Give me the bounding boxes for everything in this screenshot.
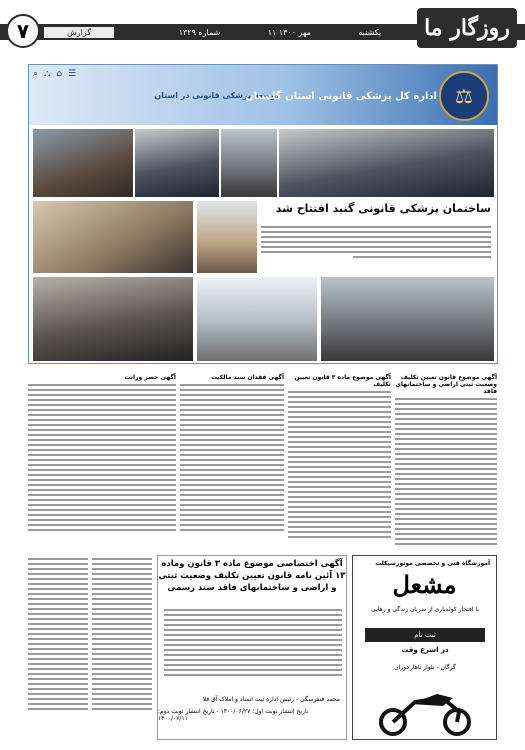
school-slogan: با افتخار کوله‌باری از ضربان زندگی و رهایی <box>371 606 479 613</box>
speech-photo <box>33 201 193 273</box>
notice-title: آگهی اختصاصی موضوع ماده ۳ قانون وماده ۱۳ آئین نامه قانون تعیین تکلیف وضعیت ثبتی و اراضی و ساختمانهای فاقد سند رسمی <box>158 559 346 593</box>
document-signing-photo <box>33 277 193 361</box>
forensic-ad <box>28 64 498 364</box>
ad-body-text <box>261 223 491 273</box>
school-offer: ثبت نام <box>365 628 485 642</box>
page-number: ۷ <box>6 14 40 48</box>
ceremony-photo <box>33 129 133 197</box>
officials-photo <box>135 129 219 197</box>
motorcycle-icon <box>373 686 478 736</box>
bottom-column-left <box>28 555 88 740</box>
school-kicker: آموزشگاه فنی و تخصصی موتورسیکلت <box>375 560 490 567</box>
column-1-title: آگهی موضوع قانون تعیین تکلیف وضعیت ثبتی اراضی و ساختمانهای فاقد <box>395 374 497 395</box>
notice-body <box>164 606 342 692</box>
newspaper-logo: روزگار ما <box>417 8 517 48</box>
section-label: گزارش <box>44 27 114 38</box>
masthead <box>0 0 525 52</box>
column-3 <box>180 372 284 552</box>
column-1 <box>395 372 497 552</box>
group-photo <box>279 129 494 197</box>
issue-day: یکشنبه <box>358 28 382 37</box>
menu-icon: ☰ <box>68 69 77 79</box>
plaque-photo <box>197 201 257 273</box>
column-4 <box>28 372 176 552</box>
column-2-title: آگهی موضوع ماده ۳ قانون تعیین تکلیف <box>294 374 391 388</box>
school-name: مشعل <box>392 570 457 599</box>
search-icon: ⌕ <box>33 69 39 79</box>
ad-icon-bar <box>33 69 76 79</box>
scales-icon: ⚖ <box>439 71 489 121</box>
issue-number: شماره ۱۳۲۹ <box>178 28 221 37</box>
bottom-column-middle <box>92 555 152 740</box>
building-photo <box>197 277 317 361</box>
admin-subtitle: توسعه پزشکی قانونی در استان <box>154 91 279 100</box>
column-3-title: آگهی فقدان سند مالکیت <box>210 374 284 381</box>
school-install: در اسرع وقت <box>401 646 449 654</box>
admin-title: اداره کل پزشکی قانونی استان گلستان <box>245 91 437 102</box>
notice-signature: محمد فنفرسگی - رئیس اداره ثبت اسناد و املاک آق قلا <box>202 696 340 703</box>
home-icon: ⌂ <box>56 69 63 79</box>
legal-notice <box>157 555 347 740</box>
school-address: گرگان - بلوار ناهارخوران <box>394 664 456 671</box>
date-bar <box>155 27 405 38</box>
ribbon-cutting-photo <box>221 129 277 197</box>
issue-date: ۱۱ مهر ۱۴۰۰ <box>267 28 311 37</box>
ad-headline: ساختمان پزشکی قانونی گنبد افتتاح شد <box>275 202 491 215</box>
notice-date: تاریخ انتشار نوبت اول: ۱۴۰۰/۰۶/۲۷ - تاریخ انتشار نوبت دوم: ۱۴۰۰/۰۷/۱۱ <box>158 708 309 722</box>
sitemap-icon: ⛬ <box>44 69 51 79</box>
column-2 <box>288 372 391 552</box>
officials-walk-photo <box>321 277 494 361</box>
column-4-title: آگهی حصر وراثت <box>124 374 176 381</box>
ad-header <box>29 65 497 125</box>
school-ad <box>352 555 497 740</box>
